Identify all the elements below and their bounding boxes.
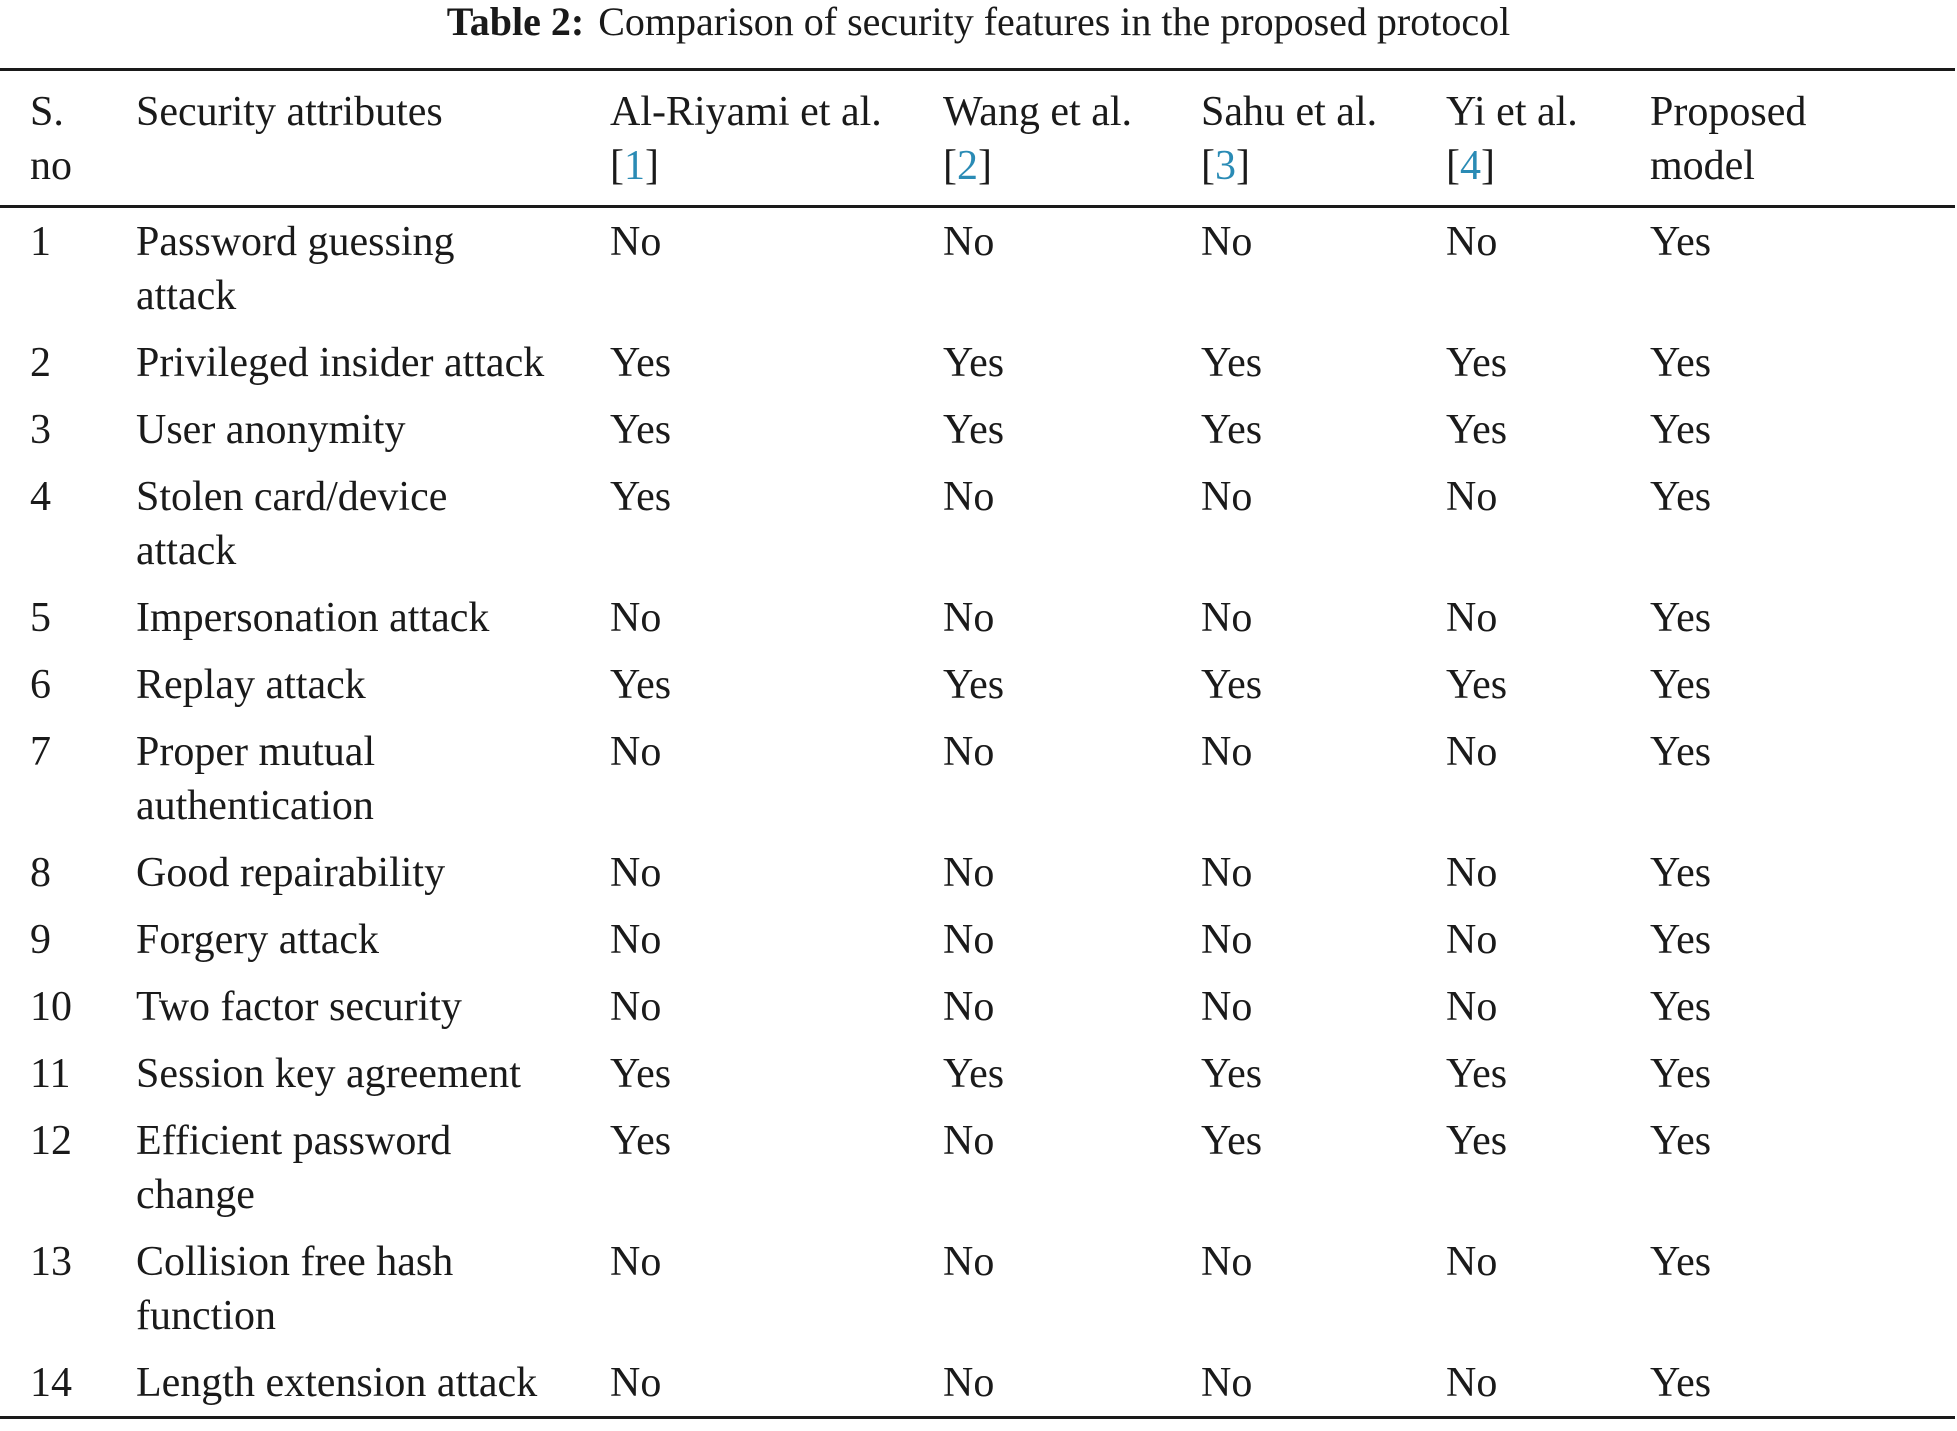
table-cell-s-no: 3 [30, 407, 51, 453]
table-cell-al-riyami: Yes [610, 1118, 672, 1164]
table-cell-al-riyami: Yes [610, 340, 672, 386]
table-cell-wang: No [943, 984, 995, 1030]
table-cell-wang: No [943, 219, 995, 265]
table-cell-sahu: Yes [1201, 1051, 1263, 1097]
table-cell-proposed-model: Yes [1650, 474, 1712, 520]
table-cell-security-attributes: Privileged insider attack [136, 340, 545, 386]
table-cell-al-riyami: No [610, 595, 662, 641]
table-cell-wang: No [943, 1239, 995, 1285]
table-row [0, 718, 1955, 839]
table-cell-s-no: 14 [30, 1360, 72, 1406]
table-cell-yi: No [1446, 474, 1498, 520]
citation-link[interactable]: 2 [957, 143, 978, 189]
table-cell-al-riyami: No [610, 729, 662, 775]
table-cell-yi: Yes [1446, 662, 1508, 708]
table-cell-sahu: No [1201, 1360, 1253, 1406]
table-header [0, 70, 1955, 207]
table-row [0, 906, 1955, 973]
table-row [0, 1228, 1955, 1349]
table-cell-s-no: 9 [30, 917, 51, 963]
column-header-s-no: S. no [30, 89, 72, 189]
table-cell-s-no: 13 [30, 1239, 72, 1285]
table-cell-al-riyami: Yes [610, 662, 672, 708]
security-comparison-table [0, 68, 1955, 1419]
table-cell-sahu: Yes [1201, 662, 1263, 708]
table-cell-security-attributes: Good repairability [136, 850, 446, 896]
table-cell-yi: No [1446, 984, 1498, 1030]
table-cell-al-riyami: No [610, 1239, 662, 1285]
table-cell-yi: No [1446, 219, 1498, 265]
table-cell-security-attributes: User anonymity [136, 407, 406, 453]
table-cell-sahu: Yes [1201, 340, 1263, 386]
table-row [0, 396, 1955, 463]
table-cell-sahu: No [1201, 729, 1253, 775]
table-cell-security-attributes: Session key agreement [136, 1051, 521, 1097]
table-body [0, 207, 1955, 1418]
table-cell-proposed-model: Yes [1650, 662, 1712, 708]
column-header-security-attributes: Security attributes [136, 89, 443, 135]
table-cell-proposed-model: Yes [1650, 850, 1712, 896]
table-cell-sahu: Yes [1201, 407, 1263, 453]
table-cell-yi: No [1446, 729, 1498, 775]
citation-link[interactable]: 1 [624, 143, 645, 189]
table-cell-wang: No [943, 474, 995, 520]
table-caption [0, 0, 1957, 44]
table-cell-yi: No [1446, 1239, 1498, 1285]
table-cell-sahu: Yes [1201, 1118, 1263, 1164]
table-cell-s-no: 2 [30, 340, 51, 386]
table-cell-security-attributes: Forgery attack [136, 917, 379, 963]
table-cell-yi: No [1446, 595, 1498, 641]
table-cell-sahu: No [1201, 474, 1253, 520]
table-cell-security-attributes: Proper mutual authentication [136, 729, 376, 829]
table-row [0, 207, 1955, 330]
table-cell-proposed-model: Yes [1650, 407, 1712, 453]
table-cell-proposed-model: Yes [1650, 917, 1712, 963]
table-cell-al-riyami: No [610, 219, 662, 265]
table-cell-sahu: No [1201, 917, 1253, 963]
table-cell-wang: Yes [943, 1051, 1005, 1097]
table-cell-wang: No [943, 595, 995, 641]
table-cell-al-riyami: No [610, 850, 662, 896]
table-cell-yi: No [1446, 850, 1498, 896]
table-cell-wang: No [943, 1118, 995, 1164]
table-cell-proposed-model: Yes [1650, 984, 1712, 1030]
table-cell-s-no: 11 [30, 1051, 71, 1097]
table-cell-wang: Yes [943, 407, 1005, 453]
table-cell-s-no: 6 [30, 662, 51, 708]
table-cell-yi: No [1446, 1360, 1498, 1406]
table-cell-proposed-model: Yes [1650, 1051, 1712, 1097]
table-cell-proposed-model: Yes [1650, 1118, 1712, 1164]
table-cell-security-attributes: Efficient password change [136, 1118, 452, 1218]
table-row [0, 1349, 1955, 1418]
table-cell-security-attributes: Replay attack [136, 662, 366, 708]
table-cell-al-riyami: No [610, 917, 662, 963]
table-cell-s-no: 10 [30, 984, 72, 1030]
table-row [0, 651, 1955, 718]
table-cell-sahu: No [1201, 219, 1253, 265]
column-header-sahu: Sahu et al. [3] [1201, 89, 1378, 189]
table-cell-wang: Yes [943, 662, 1005, 708]
table-row [0, 1107, 1955, 1228]
table-cell-s-no: 12 [30, 1118, 72, 1164]
table-cell-security-attributes: Stolen card/device attack [136, 474, 448, 574]
column-header-proposed-model: Proposed model [1650, 89, 1807, 189]
table-cell-yi: Yes [1446, 1051, 1508, 1097]
table-cell-proposed-model: Yes [1650, 595, 1712, 641]
table-cell-s-no: 8 [30, 850, 51, 896]
table-cell-yi: No [1446, 917, 1498, 963]
table-cell-security-attributes: Collision free hash function [136, 1239, 454, 1339]
table-cell-yi: Yes [1446, 340, 1508, 386]
table-cell-wang: Yes [943, 340, 1005, 386]
table-row [0, 329, 1955, 396]
table-cell-al-riyami: No [610, 984, 662, 1030]
table-cell-proposed-model: Yes [1650, 340, 1712, 386]
table-cell-s-no: 4 [30, 474, 51, 520]
table-cell-security-attributes: Password guessing attack [136, 219, 455, 319]
table-cell-proposed-model: Yes [1650, 729, 1712, 775]
table-caption-label: Table 2: [446, 0, 585, 44]
table-row [0, 1040, 1955, 1107]
table-cell-s-no: 1 [30, 219, 51, 265]
table-cell-al-riyami: Yes [610, 1051, 672, 1097]
table-cell-sahu: No [1201, 595, 1253, 641]
column-header-al-riyami: Al-Riyami et al. [1] [610, 89, 882, 189]
table-cell-wang: No [943, 1360, 995, 1406]
table-row [0, 463, 1955, 584]
table-cell-sahu: No [1201, 984, 1253, 1030]
table-cell-proposed-model: Yes [1650, 219, 1712, 265]
table-cell-security-attributes: Length extension attack [136, 1360, 538, 1406]
table-cell-s-no: 5 [30, 595, 51, 641]
table-cell-wang: No [943, 729, 995, 775]
table-row [0, 973, 1955, 1040]
table-cell-proposed-model: Yes [1650, 1360, 1712, 1406]
table-cell-al-riyami: Yes [610, 474, 672, 520]
header-row [0, 70, 1955, 207]
table-cell-wang: No [943, 850, 995, 896]
column-header-wang: Wang et al. [2] [943, 89, 1133, 189]
table-cell-proposed-model: Yes [1650, 1239, 1712, 1285]
table-cell-sahu: No [1201, 850, 1253, 896]
column-header-yi: Yi et al. [4] [1446, 89, 1578, 189]
table-cell-al-riyami: No [610, 1360, 662, 1406]
table-cell-sahu: No [1201, 1239, 1253, 1285]
table-cell-wang: No [943, 917, 995, 963]
table-row [0, 839, 1955, 906]
table-cell-s-no: 7 [30, 729, 51, 775]
table-cell-security-attributes: Impersonation attack [136, 595, 490, 641]
citation-link[interactable]: 4 [1460, 143, 1481, 189]
table-cell-yi: Yes [1446, 407, 1508, 453]
table-cell-yi: Yes [1446, 1118, 1508, 1164]
table-caption-title: Comparison of security features in the proposed protocol [598, 0, 1511, 44]
table-cell-al-riyami: Yes [610, 407, 672, 453]
citation-link[interactable]: 3 [1215, 143, 1236, 189]
table-cell-security-attributes: Two factor security [136, 984, 462, 1030]
table-row [0, 584, 1955, 651]
